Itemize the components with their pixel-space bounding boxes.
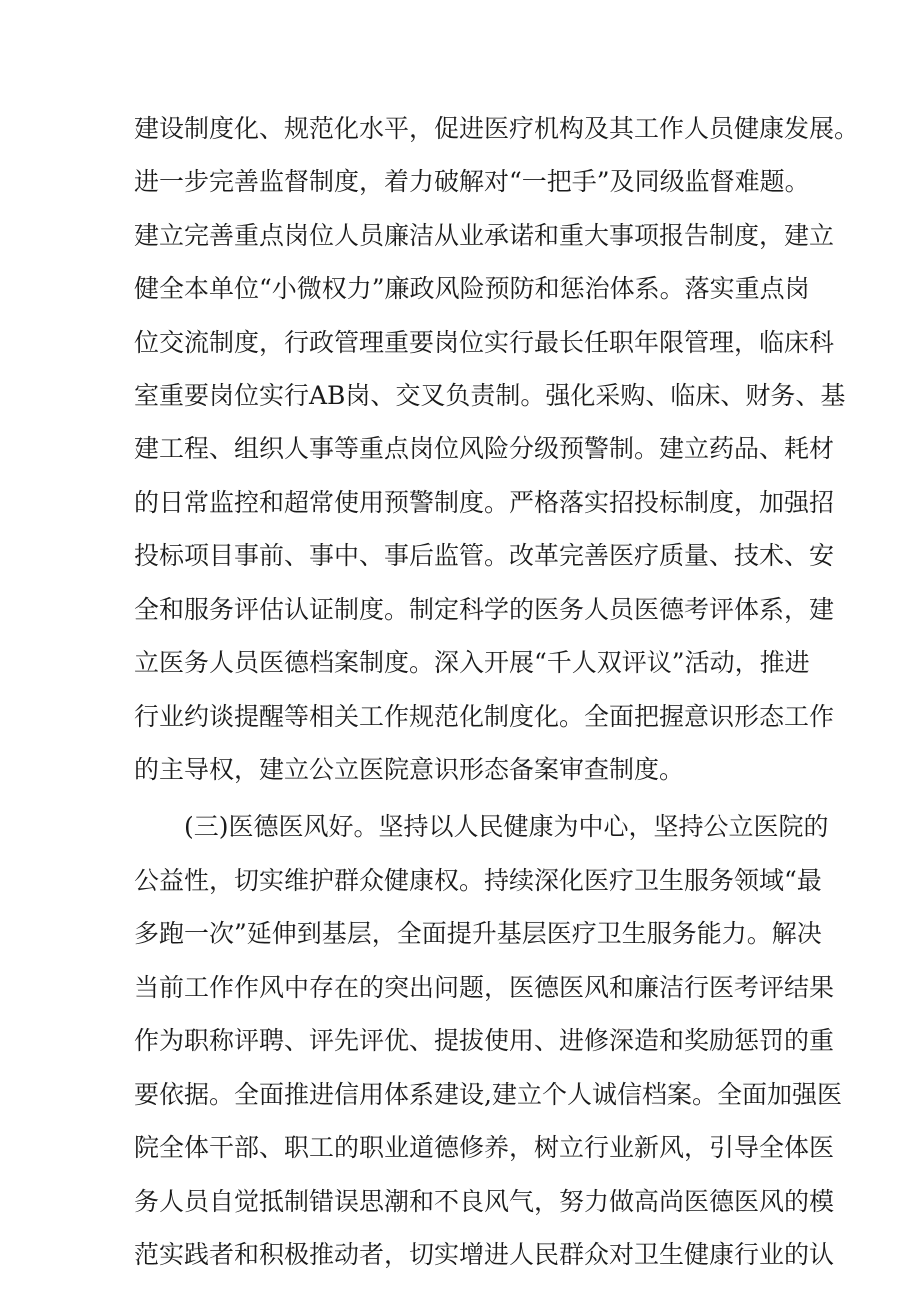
text-line: 位交流制度，行政管理重要岗位实行最长任职年限管理，临床科 [134,328,835,357]
section-heading-line: (三)医德医风好。坚持以人民健康为中心，坚持公立医院的 [184,812,829,841]
text-line: 的主导权，建立公立医院意识形态备案审查制度。 [134,755,685,784]
text-line: 行业约谈提醒等相关工作规范化制度化。全面把握意识形态工作 [134,702,835,731]
text-line: 范实践者和积极推动者，切实增进人民群众对卫生健康行业的认 [134,1240,835,1269]
text-line: 当前工作作风中存在的突出问题，医德医风和廉洁行医考评结果 [134,973,835,1002]
text-line: 投标项目事前、事中、事后监管。改革完善医疗质量、技术、安 [134,541,835,570]
text-line: 公益性，切实维护群众健康权。持续深化医疗卫生服务领域“最 [134,866,822,895]
text-line: 多跑一次”延伸到基层，全面提升基层医疗卫生服务能力。解决 [134,919,822,948]
text-line: 建设制度化、规范化水平，促进医疗机构及其工作人员健康发展。 [134,114,860,143]
text-line: 院全体干部、职工的职业道德修养，树立行业新风，引导全体医 [134,1133,835,1162]
text-line: 进一步完善监督制度，着力破解对“一把手”及同级监督难题。 [134,167,810,196]
text-line: 作为职称评聘、评先评优、提拔使用、进修深造和奖励惩罚的重 [134,1026,835,1055]
text-line: 务人员自觉抵制错误思潮和不良风气，努力做高尚医德医风的模 [134,1187,835,1216]
text-line: 要依据。全面推进信用体系建设,建立个人诚信档案。全面加强医 [134,1080,842,1109]
text-line: 的日常监控和超常使用预警制度。严格落实招投标制度，加强招 [134,488,835,517]
text-line: 建立完善重点岗位人员廉洁从业承诺和重大事项报告制度，建立 [134,221,835,250]
text-line: 立医务人员医德档案制度。深入开展“千人双评议”活动，推进 [134,648,810,677]
text-line: 全和服务评估认证制度。制定科学的医务人员医德考评体系，建 [134,595,835,624]
text-line: 室重要岗位实行AB岗、交叉负责制。强化采购、临床、财务、基 [134,381,846,410]
text-line: 健全本单位“小微权力”廉政风险预防和惩治体系。落实重点岗 [134,274,810,303]
text-line: 建工程、组织人事等重点岗位风险分级预警制。建立药品、耗材 [134,434,835,463]
